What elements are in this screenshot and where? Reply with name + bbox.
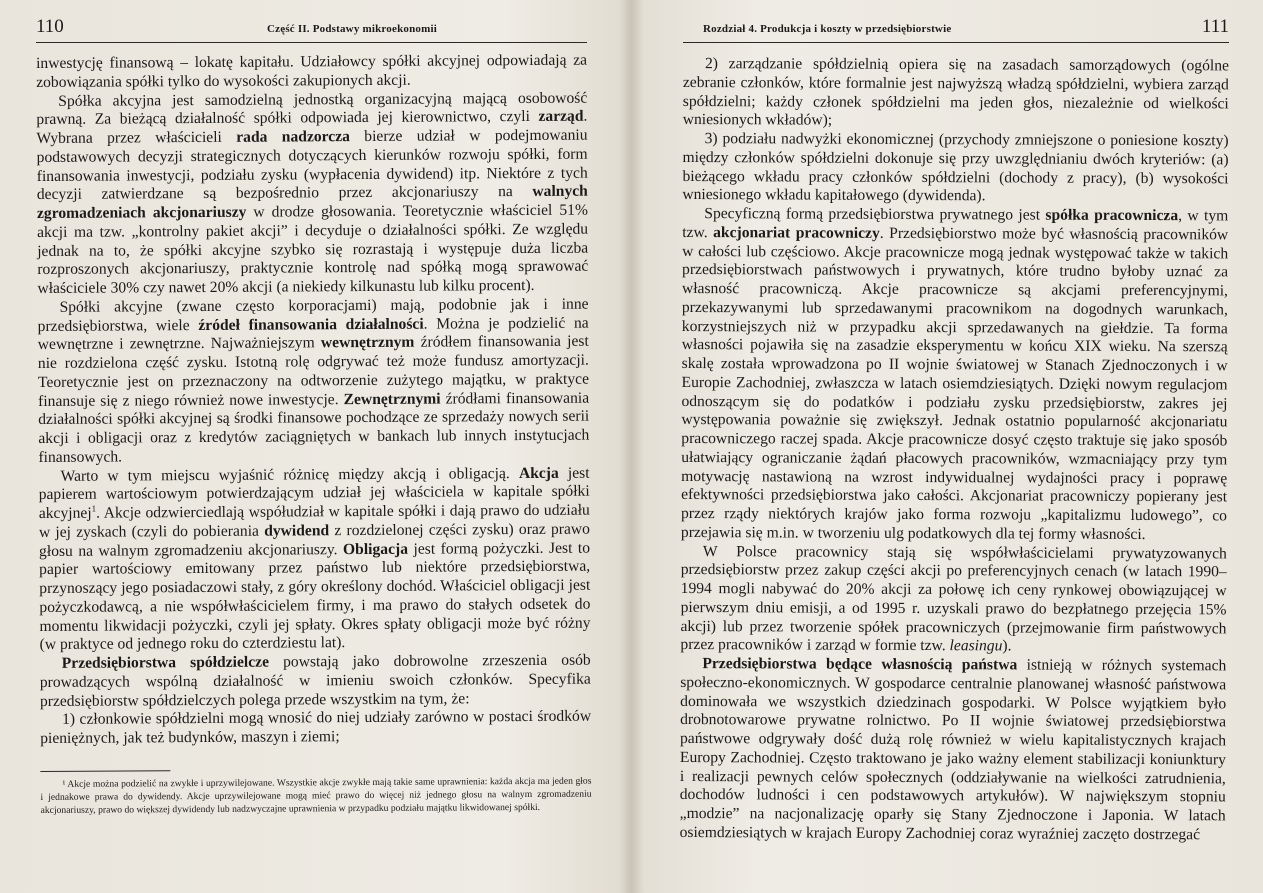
- list-item: 3) podziału nadwyżki ekonomicznej (przychody zmniejszone o poniesione koszty) między członków spółdzielni dokonuje się przy uwzględnianiu dwóch kryteriów: (a) bieżącego wkładu pracy członków spółdzielni (dochody z pracy), (b) wysokości wniesionego wkładu kapitałowego (dywidenda).: [682, 130, 1229, 205]
- paragraph: inwestycję finansową – lokatę kapitału. Udziałowcy spółki akcyjnej odpowiadają za zobowiązania spółki tylko do wysokości zakupionych akcji.: [36, 51, 588, 91]
- paragraph: Przedsiębiorstwa spółdzielcze powstają jako dobrowolne zrzeszenia osób prowadzących wspólną działalność w imieniu swoich członków. Specyfika przedsiębiorstw spółdzielczych polega przede wszystkim na tym, że:: [39, 651, 591, 710]
- footnote-divider: [40, 770, 170, 772]
- left-page: [0, 0, 631, 893]
- paragraph: Specyficzną formą przedsiębiorstwa prywatnego jest spółka pracownicza, w tym tzw. akcjonariat pracowniczy. Przedsiębiorstwo może być własnością pracowników w całości lub częściowo. Akcje pracownicze mogą jednak występować także w takich przedsiębiorstwach państwowych i prywatnych, które trudno byłoby uznać za własność pracowniczą. Akcje pracownicze są akcjami preferencyjnymi, przekazywanymi lub sprzedawanymi pracownikom na dogodnych warunkach, korzystniejszych niż w przypadku akcji sprzedawanych na giełdzie. Ta forma własności pojawiła się na zasadzie eksperymentu w końcu XIX wieku. Na szerszą skalę została wprowadzona po II wojnie światowej w Stanach Zjednoczonych i w Europie Zachodniej, zwłaszcza w latach osiemdziesiątych. Dzięki nowym regulacjom odnoszącym się do podatków i podziału zysku przedsiębiorstw, zakres jej występowania poważnie się zwiększył. Jednak ostatnio popularność akcjonariatu pracowniczego raczej spada. Akcje pracownicze dosyć często traktuje się jako sposób ułatwiający ograniczanie żądań płacowych pracowników, wzmacniający przy tym motywację nastawioną na wzrost indywidualnej wydajności pracy i poprawę efektywności przedsiębiorstwa jako całości. Akcjonariat pracowniczy popierany jest przez rządy niektórych krajów jako forma rozwoju „kapitalizmu ludowego”, co przejawia się m.in. w tworzeniu ulg podatkowych dla tej formy własności.: [680, 205, 1229, 543]
- right-page: [631, 0, 1263, 893]
- list-item: 2) zarządzanie spółdzielnią opiera się na zasadach samorządowych (ogólne zebranie członków, które formalnie jest najwyższą władzą spółdzielni, wybiera zarząd spółdzielni; każdy członek spółdzielni ma jeden głos, niezależnie od wielkości wniesionych wkładów);: [682, 55, 1229, 129]
- body-text: [36, 52, 592, 817]
- footnote: ¹ Akcje można podzielić na zwykłe i uprzywilejowane. Wszystkie akcje zwykłe mają takie same uprawnienia: każda akcja ma jeden głos i jednakowe prawa do dywidendy. Akcje uprzywilejowane mogą mieć prawo do więcej niż jednego głosu na walnym zgromadzeniu akcjonariuszy, prawo do większej dywidendy lub nadzwyczajne uprawnienia w przypadku podziału majątku likwidowanej spółki.: [40, 775, 592, 816]
- running-head: [683, 16, 1229, 43]
- page-number: 111: [1201, 16, 1229, 37]
- paragraph: Spółki akcyjne (zwane często korporacjami) mają, podobnie jak i inne przedsiębiorstwa, wiele źródeł finansowania działalności. Można je podzielić na wewnętrzne i zewnętrzne. Najważniejszym wewnętrznym źródłem finansowania jest nie rozdzielona część zysku. Istotną rolę odgrywać też może fundusz amortyzacji. Teoretycznie jest on przeznaczony na odtworzenie zużytego majątku, w praktyce finansuje się z niego również nowe inwestycje. Zewnętrznymi źródłami finansowania działalności spółki akcyjnej są środki finansowe pochodzące ze sprzedaży nowych serii akcji i obligacji oraz z kredytów zaciągniętych w bankach lub innych instytucjach finansowych.: [37, 295, 590, 466]
- running-head-title: Rozdział 4. Produkcja i koszty w przedsiębiorstwie: [703, 23, 952, 35]
- footnote-ref: 1: [91, 503, 97, 514]
- paragraph: Warto w tym miejscu wyjaśnić różnicę między akcją i obligacją. Akcja jest papierem wartościowym potwierdzającym udział jej właściciela w kapitale spółki akcyjnej$^1$. Akcje odzwierciedlają współudział w kapitale spółki i dają prawo do udziału w jej zyskach (czyli do pobierania dywidend z rozdzielonej części zysku) oraz prawo głosu na walnym zgromadzeniu akcjonariuszy. Obligacja jest formą pożyczki. Jest to papier wartościowy emitowany przez państwo lub niektóre przedsiębiorstwa, przynoszący jego posiadaczowi stały, z góry określony dochód. Właściciel obligacji jest pożyczkodawcą, a nie współwłaścicielem firmy, i ma prawo do stałych odsetek do momentu likwidacji pożyczki, czyli jej spłaty. Okres spłaty obligacji może być różny (w praktyce od jednego roku do czterdziestu lat).: [38, 464, 591, 654]
- list-item: 1) członkowie spółdzielni mogą wnosić do niej udziały zarówno w postaci środków pieniężnych, jak też budynków, maszyn i ziemi;: [40, 707, 592, 747]
- running-head: [36, 16, 587, 43]
- paragraph: Przedsiębiorstwa będące własnością państwa istnieją w różnych systemach społeczno-ekonomicznych. W gospodarce centralnie planowanej własność państwowa dominowała we wszystkich dziedzinach gospodarki. W Polsce wyjątkiem było drobnotowarowe prywatne rolnictwo. Po II wojnie światowej przedsiębiorstwa państwowe odgrywały dość dużą rolę również w wielu kapitalistycznych krajach Europy Zachodniej. Często traktowano je jako ważny element stabilizacji koniunktury i realizacji pewnych celów społecznych (oddziaływanie na wielkości zatrudnienia, dochodów ludności i cen podstawowych artykułów). W największym stopniu „modzie” na nacjonalizację oparły się Stany Zjednoczone i Japonia. W latach osiemdziesiątych w krajach Europy Zachodniej coraz wyraźniej zaczęto dostrzegać: [679, 655, 1227, 844]
- paragraph: W Polsce pracownicy stają się współwłaścicielami prywatyzowanych przedsiębiorstw przez zakup części akcji po preferencyjnych cenach (w latach 1990–1994 mogli nabywać do 20% akcji za połowę ich ceny rynkowej obowiązującej w pierwszym dniu emisji, a od 1995 r. uzyskali prawo do bezpłatnego przejęcia 15% akcji) lub przez tworzenie spółek pracowniczych (przejmowanie firm państwowych przez pracowników i zarząd w formie tzw. leasingu).: [680, 542, 1227, 655]
- body-text: [680, 55, 1229, 845]
- running-head-title: Część II. Podstawy mikroekonomii: [267, 23, 437, 35]
- page-number: 110: [36, 16, 64, 37]
- paragraph: Spółka akcyjna jest samodzielną jednostką organizacyjną mającą osobowość prawną. Za bieżącą działalność spółki odpowiada jej kierownictwo, czyli zarząd. Wybrana przez właścicieli rada nadzorcza bierze udział w podejmowaniu podstawowych decyzji strategicznych dotyczących kierunków rozwoju spółki, form finansowania inwestycji, podziału zysku (wypłacenia dywidend) itp. Niektóre z tych decyzji zatwierdzane są bezpośrednio przez akcjonariuszy na walnych zgromadzeniach akcjonariuszy w drodze głosowania. Teoretycznie właściciel 51% akcji ma tzw. „kontrolny pakiet akcji” i decyduje o działalności spółki. Ze względu jednak na to, że spółki akcyjne szybko się rozrastają i występuje duża liczba rozproszonych akcjonariuszy, praktycznie kontrolę nad spółką mogą sprawować właściciele 30% czy nawet 20% akcji (a niekiedy kilkunastu lub kilku procent).: [36, 89, 589, 297]
